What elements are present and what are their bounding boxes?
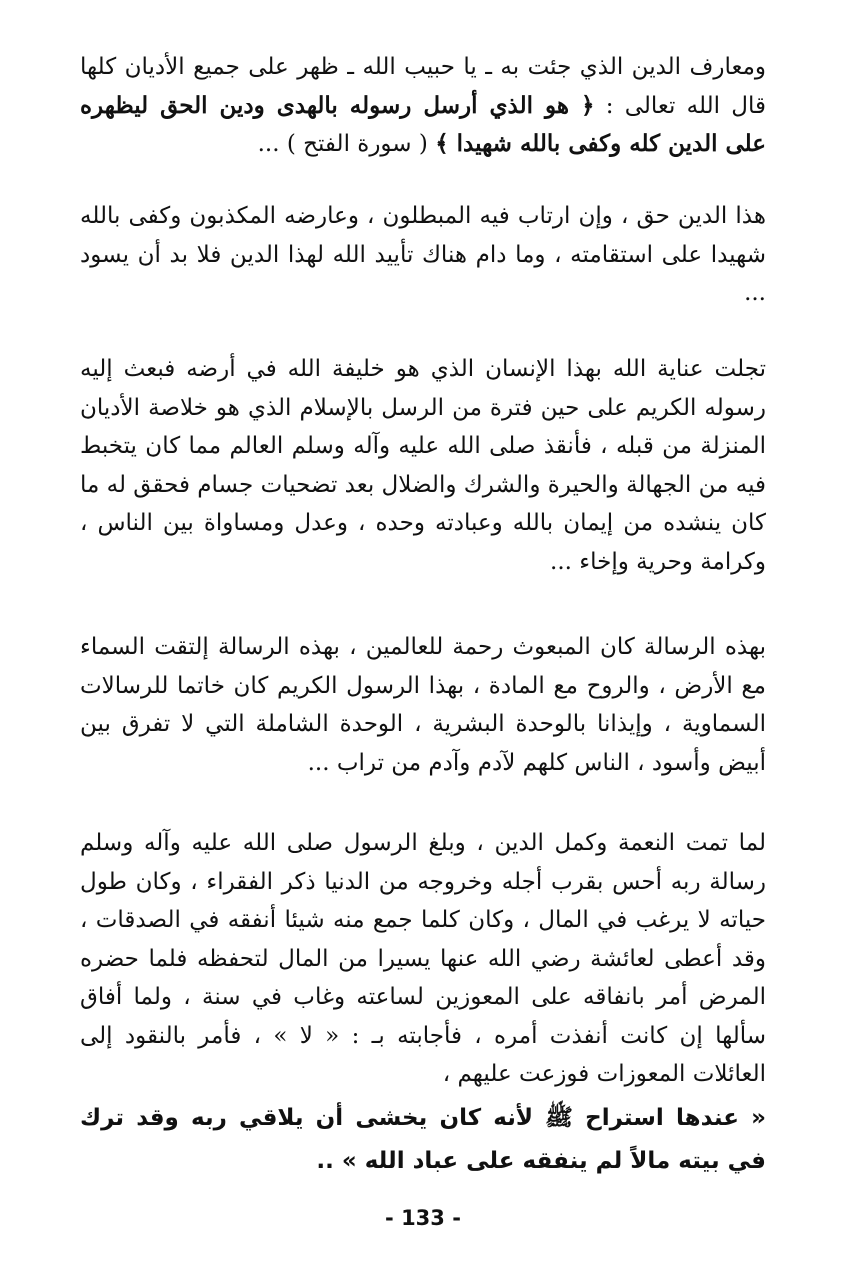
paragraph-4-text: بهذه الرسالة كان المبعوث رحمة للعالمين ، بهذه الرسالة إلتقت السماء مع الأرض ، والروح مع المادة ، بهذا الرسول الكريم كان خاتما للرسالات السماوية ، وإيذانا بالوحدة البشرية ، الوحدة الشاملة التي لا تفرق بين أبيض وأسود ، الناس كلهم لآدم وآدم من تراب ... (80, 634, 767, 776)
surah-reference: ( سورة الفتح ) ... (257, 131, 436, 157)
paragraph-5-text: لما تمت النعمة وكمل الدين ، وبلغ الرسول صلى الله عليه وآله وسلم رسالة ربه أحس بقرب أجله وخروجه من الدنيا ذكر الفقراء ، وكان طول حياته لا يرغب في المال ، وكان كلما جمع منه شيئا أنفقه في الصدقات ، وقد أعطى لعائشة رضي الله عنها يسيرا من المال لتحفظه فلما حضره المرض أمر بانفاقه على المعوزين لساعته وغاب في سنة ، ولما أفاق سألها إن كانت أنفذت أمره ، فأجابته بـ : « لا » ، فأمر بالنقود إلى العائلات المعوزات فوزعت عليهم ، (80, 830, 766, 1087)
paragraph-2-text: هذا الدين حق ، وإن ارتاب فيه المبطلون ، وعارضه المكذبون وكفى بالله شهيدا على استقامته ، وما دام هناك تأييد الله لهذا الدين فلا بد أن يسود ... (80, 203, 766, 306)
closing-quote: « عندها استراح ﷺ لأنه كان يخشى أن يلاقي ربه وقد ترك في بيته مالاً لم ينفقه على عباد الله » .. (80, 1105, 766, 1174)
paragraph-4 (80, 628, 766, 782)
paragraph-5 (80, 824, 766, 1094)
paragraph-1 (80, 48, 766, 164)
page-number: - 133 - (385, 1206, 461, 1230)
paragraph-3-text: تجلت عناية الله بهذا الإنسان الذي هو خليفة الله في أرضه فبعث إليه رسوله الكريم على حين فترة من الرسل بالإسلام الذي هو خلاصة الأديان المنزلة من قبله ، فأنقذ صلى الله عليه وآله وسلم العالم مما كان يتخبط فيه من الجهالة والحيرة والشرك والضلال بعد تضحيات جسام فحقق له ما كان ينشده من إيمان بالله وعبادته وحده ، وعدل ومساواة بين الناس ، وكرامة وحرية وإخاء ... (80, 356, 766, 575)
paragraph-3 (80, 350, 766, 581)
paragraph-1-text: ومعارف الدين الذي جئت به ـ يا حبيب الله ـ ظهر على جميع الأديان كلها قال الله تعالى : (80, 54, 766, 119)
paragraph-2 (80, 197, 766, 313)
quran-verse: ﴿ هو الذي أرسل رسوله بالهدى ودين الحق ليظهره على الدين كله وكفى بالله شهيدا ﴾ (80, 91, 766, 157)
